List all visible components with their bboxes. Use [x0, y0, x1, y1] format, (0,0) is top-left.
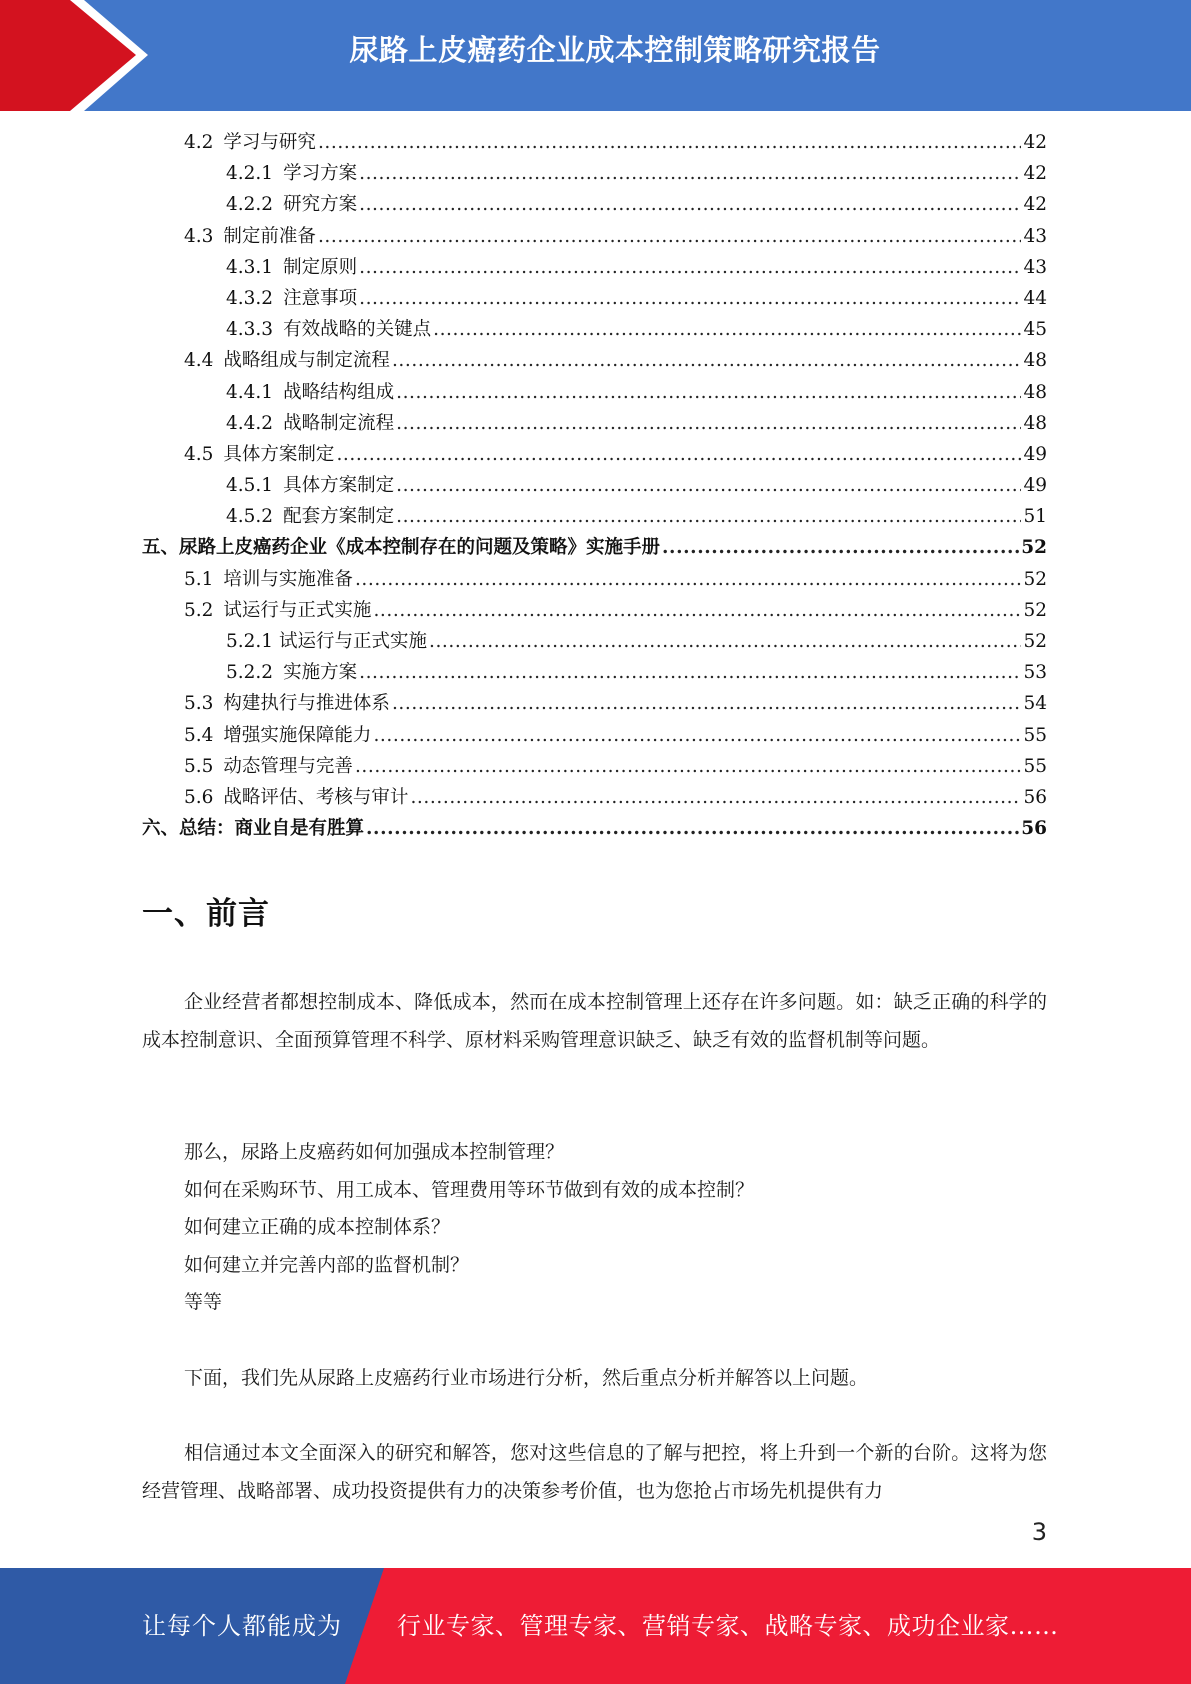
toc-entry-page: 54 [1023, 693, 1047, 715]
toc-entry[interactable] [142, 814, 1047, 845]
toc-entry-title: 战略制定流程 [283, 412, 395, 434]
toc-entry[interactable] [142, 627, 1047, 658]
toc-entry-page: 48 [1023, 381, 1047, 403]
toc-entry-number: 5.5 [184, 755, 214, 777]
toc-entry-title: 具体方案制定 [223, 443, 335, 465]
toc-entry-page: 44 [1023, 287, 1047, 309]
toc-dot-leader [336, 444, 1021, 465]
toc-entry-title: 实施方案 [283, 662, 358, 684]
toc-entry[interactable] [142, 721, 1047, 752]
toc-entry-page: 55 [1023, 755, 1047, 777]
toc-dot-leader [396, 382, 1021, 403]
toc-entry-page: 42 [1023, 194, 1047, 216]
toc-entry-page: 52 [1023, 568, 1047, 590]
toc-entry-page: 53 [1023, 662, 1047, 684]
toc-entry-title: 注意事项 [283, 287, 358, 309]
toc-entry-number: 4.3.1 [226, 256, 274, 278]
toc-dot-leader [433, 319, 1021, 340]
toc-entry-title: 构建执行与推进体系 [223, 693, 390, 715]
toc-entry-number: 4.4.2 [226, 412, 274, 434]
toc-dot-leader [359, 662, 1021, 683]
intro-paragraph: 企业经营者都想控制成本、降低成本，然而在成本控制管理上还存在许多问题。如：缺乏正确的科学的成本控制意识、全面预算管理不科学、原材料采购管理意识缺乏、缺乏有效的监督机制等问题。 [142, 991, 1047, 1051]
toc-entry-title: 六、总结：商业自是有胜算 [142, 818, 365, 840]
toc-entry-page: 52 [1023, 631, 1047, 652]
toc-entry-page: 42 [1023, 132, 1047, 153]
toc-entry-title: 五、尿路上皮癌药企业《成本控制存在的问题及策略》实施手册 [142, 537, 661, 559]
question-item: 那么，尿路上皮癌药如何加强成本控制管理？ [184, 1141, 565, 1163]
toc-entry[interactable] [142, 565, 1047, 596]
toc-entry-title: 试运行与正式实施 [223, 599, 372, 621]
toc-entry-title: 研究方案 [283, 194, 358, 216]
toc-entry-title: 动态管理与完善 [223, 755, 353, 777]
toc-entry[interactable] [142, 409, 1047, 440]
analysis-paragraph: 下面，我们先从尿路上皮癌药行业市场进行分析，然后重点分析并解答以上问题。 [184, 1367, 869, 1389]
toc-entry-page: 45 [1023, 319, 1047, 341]
toc-dot-leader [373, 600, 1021, 621]
toc-dot-leader [392, 693, 1022, 714]
toc-entry-title: 有效战略的关键点 [283, 319, 432, 341]
toc-entry[interactable] [142, 253, 1047, 284]
toc-entry-page: 48 [1023, 350, 1047, 372]
table-of-contents [142, 128, 1047, 845]
toc-entry[interactable] [142, 440, 1047, 471]
page-footer-banner [0, 1568, 1191, 1684]
toc-entry-page: 55 [1023, 724, 1047, 746]
toc-dot-leader [429, 631, 1021, 652]
question-item: 如何在采购环节、用工成本、管理费用等环节做到有效的成本控制？ [184, 1178, 755, 1201]
toc-entry-number: 4.4.1 [226, 381, 274, 403]
toc-dot-leader [366, 818, 1019, 839]
toc-entry[interactable] [142, 159, 1047, 190]
toc-entry-number: 4.4 [184, 350, 214, 372]
toc-entry-page: 48 [1023, 412, 1047, 434]
toc-entry-page: 49 [1023, 443, 1047, 465]
toc-entry-title: 学习方案 [283, 163, 358, 185]
toc-entry[interactable] [142, 502, 1047, 533]
toc-entry[interactable] [142, 533, 1047, 564]
toc-entry-number: 4.5 [184, 443, 214, 465]
toc-dot-leader [373, 725, 1021, 746]
toc-entry[interactable] [142, 596, 1047, 627]
toc-entry-number: 4.5.1 [226, 475, 274, 497]
toc-entry-number: 5.2 [184, 599, 214, 621]
toc-dot-leader [396, 506, 1021, 527]
footer-slogan-left: 让每个人都能成为 [142, 1612, 342, 1640]
toc-entry[interactable] [142, 689, 1047, 720]
toc-dot-leader [318, 132, 1022, 153]
toc-entry-page: 56 [1021, 818, 1047, 840]
toc-entry-title: 学习与研究 [223, 132, 316, 153]
toc-entry-number: 4.5.2 [226, 506, 274, 528]
toc-entry[interactable] [142, 315, 1047, 346]
toc-entry-page: 52 [1023, 599, 1047, 621]
toc-dot-leader [359, 257, 1021, 278]
toc-dot-leader [359, 163, 1021, 184]
toc-entry-title: 制定前准备 [223, 225, 316, 247]
toc-entry[interactable] [142, 346, 1047, 377]
toc-entry-title: 具体方案制定 [283, 475, 395, 497]
toc-entry[interactable] [142, 284, 1047, 315]
toc-dot-leader [662, 537, 1019, 558]
toc-entry-title: 5.2.1 试运行与正式实施 [226, 631, 427, 652]
section-heading: 一、前言 [142, 896, 270, 932]
toc-entry[interactable] [142, 222, 1047, 253]
toc-entry[interactable] [142, 190, 1047, 221]
toc-entry-title: 战略组成与制定流程 [223, 350, 390, 372]
toc-entry-number: 5.3 [184, 693, 214, 715]
toc-entry-number: 4.2.2 [226, 194, 274, 216]
toc-entry-number: 4.3.3 [226, 319, 274, 341]
toc-dot-leader [396, 413, 1021, 434]
toc-entry[interactable] [142, 378, 1047, 409]
document-title: 尿路上皮癌药企业成本控制策略研究报告 [349, 33, 881, 67]
toc-entry-number: 5.2.2 [226, 662, 274, 684]
toc-dot-leader [359, 288, 1021, 309]
toc-entry-title: 战略结构组成 [283, 381, 395, 403]
toc-entry-number: 4.2 [184, 132, 214, 153]
question-list [142, 1134, 1089, 1322]
toc-dot-leader [359, 194, 1021, 215]
toc-entry-number: 4.3 [184, 225, 214, 247]
toc-entry-number: 5.6 [184, 786, 214, 808]
toc-entry-page: 43 [1023, 225, 1047, 247]
toc-entry-title: 配套方案制定 [283, 506, 395, 528]
question-item: 如何建立正确的成本控制体系？ [184, 1216, 451, 1238]
toc-dot-leader [410, 787, 1021, 808]
toc-entry-title: 增强实施保障能力 [223, 724, 372, 746]
footer-slogan-right: 行业专家、管理专家、营销专家、战略专家、成功企业家…… [397, 1612, 1059, 1640]
toc-dot-leader [396, 475, 1021, 496]
toc-entry-page: 49 [1023, 475, 1047, 497]
toc-entry[interactable] [142, 128, 1047, 159]
toc-entry[interactable] [142, 783, 1047, 814]
toc-dot-leader [355, 756, 1022, 777]
toc-entry-page: 56 [1023, 786, 1047, 808]
toc-entry-title: 战略评估、考核与审计 [223, 786, 409, 808]
toc-entry-number: 4.3.2 [226, 287, 274, 309]
toc-entry-number: 5.1 [184, 568, 214, 590]
toc-entry-title: 制定原则 [283, 256, 358, 278]
toc-dot-leader [355, 569, 1022, 590]
toc-dot-leader [392, 350, 1022, 371]
toc-entry-page: 52 [1021, 537, 1047, 559]
toc-entry[interactable] [142, 471, 1047, 502]
page-number: 3 [1031, 1518, 1047, 1546]
toc-entry-page: 42 [1023, 163, 1047, 185]
toc-entry-number: 4.2.1 [226, 163, 274, 185]
question-item: 等等 [184, 1291, 223, 1313]
toc-entry-page: 43 [1023, 256, 1047, 278]
conclusion-paragraph: 相信通过本文全面深入的研究和解答，您对这些信息的了解与把控，将上升到一个新的台阶。这将为您经营管理、战略部署、成功投资提供有力的决策参考价值，也为您抢占市场先机提供有力 [142, 1442, 1047, 1502]
toc-entry-title: 培训与实施准备 [223, 568, 353, 590]
page-header-banner [0, 0, 1191, 111]
toc-entry[interactable] [142, 752, 1047, 783]
toc-entry-page: 51 [1023, 506, 1047, 528]
question-item: 如何建立并完善内部的监督机制？ [184, 1253, 470, 1276]
toc-entry-number: 5.4 [184, 724, 214, 746]
toc-dot-leader [318, 226, 1022, 247]
toc-entry[interactable] [142, 658, 1047, 689]
